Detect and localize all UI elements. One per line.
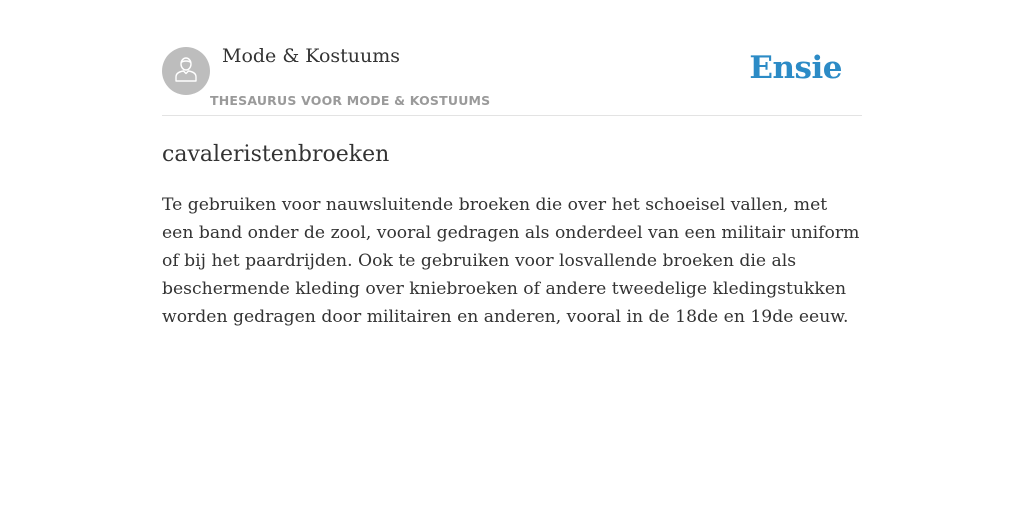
header [162, 0, 862, 116]
site-title-link[interactable]: Mode & Kostuums [222, 45, 401, 67]
brand-logo-link[interactable]: Ensie [749, 50, 842, 86]
site-subtitle: THESAURUS VOOR MODE & KOSTUUMS [210, 93, 491, 108]
entry-term: cavaleristenbroeken [162, 142, 390, 167]
avatar[interactable] [162, 47, 210, 95]
content-container [162, 0, 862, 331]
user-icon [171, 54, 201, 89]
entry-definition: Te gebruiken voor nauwsluitende broeken die over het schoeisel vallen, met een band onder de zool, vooral gedragen als onderdeel van een militair uniform of bij het paardrijden. Ook te gebruiken voor losvallende broeken die als beschermende kleding over kniebroeken of andere tweedelige kledingstukken worden gedragen door militairen en anderen, vooral in de 18de en 19de eeuw. [162, 195, 860, 327]
